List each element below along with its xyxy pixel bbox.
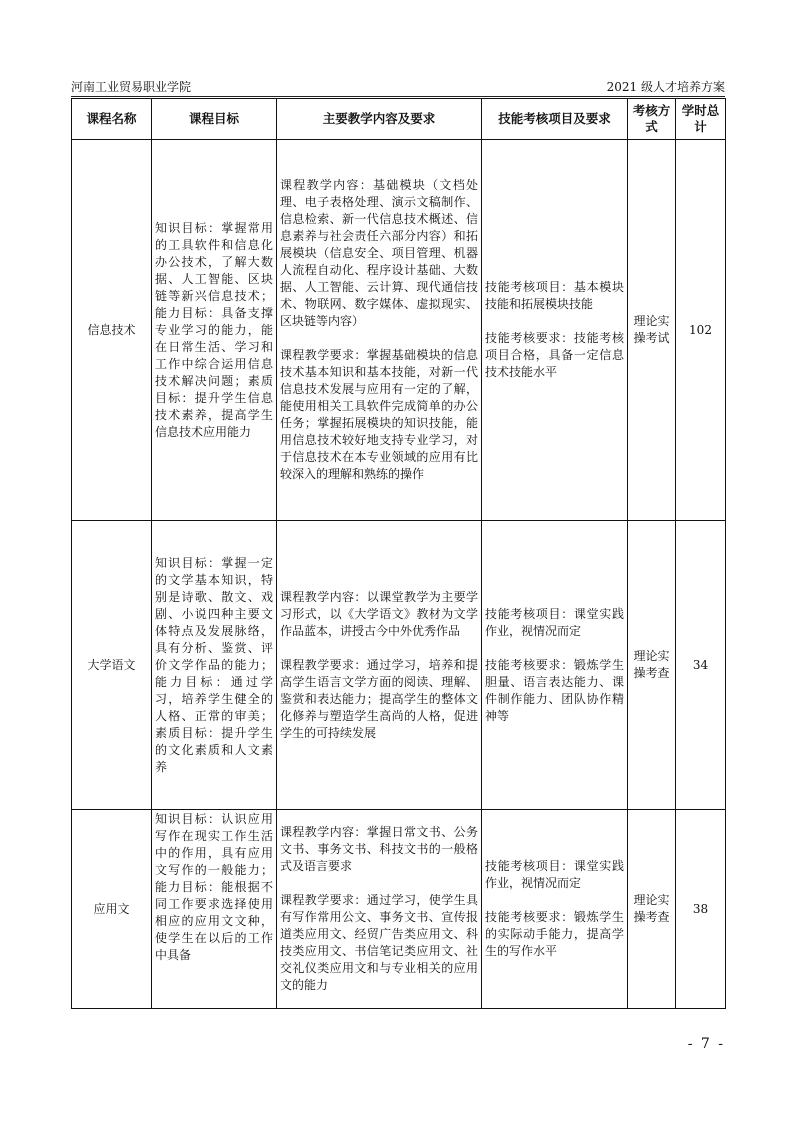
col-header-course-goal: 课程目标	[152, 99, 277, 140]
header-divider	[71, 96, 725, 97]
skill-assessment-item: 技能考核项目：课堂实践作业，视情况而定	[485, 606, 624, 638]
course-name: 应用文	[72, 810, 152, 1009]
col-header-course-name: 课程名称	[72, 99, 152, 140]
col-header-assessment-method: 考核方式	[628, 99, 676, 140]
page-header	[71, 78, 725, 96]
course-goal: 知识目标：掌握常用的工具软件和信息化办公技术，了解大数据、人工智能、区块链等新兴信息技术；能力目标：具备支撑专业学习的能力，能在日常生活、学习和工作中综合运用信息技术解决问题；素质目标：提升学生信息技术素养，提高学生信息技术应用能力	[152, 140, 277, 521]
table-row	[72, 810, 726, 1009]
table-header-row	[72, 99, 726, 140]
skill-assessment	[482, 521, 628, 810]
total-hours: 34	[676, 521, 726, 810]
assessment-method: 理论实操考查	[628, 810, 676, 1009]
teaching-content-text: 课程教学内容：掌握日常文书、公务文书、事务文书、科技文书的一般格式及语言要求	[280, 825, 478, 873]
total-hours: 102	[676, 140, 726, 521]
teaching-content	[277, 521, 482, 810]
col-header-teaching-content: 主要教学内容及要求	[277, 99, 482, 140]
table-row	[72, 140, 726, 521]
teaching-content-text: 课程教学内容：以课堂教学为主要学习形式，以《大学语文》教材为文学作品蓝本，讲授古今中外优秀作品	[280, 589, 478, 638]
course-name: 信息技术	[72, 140, 152, 521]
teaching-content-text: 课程教学内容：基础模块（文档处理、电子表格处理、演示文稿制作、信息检索、新一代信息技术概述、信息素养与社会责任六部分内容）和拓展模块（信息安全、项目管理、机器人流程自动化、程序设计基础、大数据、人工智能、云计算、现代通信技术、物联网、数字媒体、虚拟现实、区块链等内容）	[280, 178, 478, 328]
teaching-content	[277, 810, 482, 1009]
skill-assessment	[482, 810, 628, 1009]
skill-assessment-requirement: 技能考核要求：技能考核项目合格，具备一定信息技术技能水平	[485, 331, 624, 379]
header-institution: 河南工业贸易职业学院	[71, 80, 192, 94]
teaching-requirement-text: 课程教学要求：通过学习，培养和提高学生语言文学方面的阅读、理解、鉴赏和表达能力；提高学生的整体文化修养与塑造学生高尚的人格，促进学生的可持续发展	[280, 657, 478, 740]
course-goal-text: 知识目标：认识应用写作在现实工作生活中的作用，具有应用文写作的一般能力；能力目标：能根据不同工作要求选择使用相应的应用文文种，使学生在以后的工作中具备	[155, 812, 273, 962]
skill-assessment-requirement: 技能考核要求：锻炼学生的实际动手能力，提高学生的写作水平	[485, 910, 624, 958]
course-goal	[152, 810, 277, 1009]
table-row	[72, 521, 726, 810]
total-hours: 38	[676, 810, 726, 1009]
col-header-total-hours: 学时总计	[676, 99, 726, 140]
teaching-content	[277, 140, 482, 521]
skill-assessment-requirement: 技能考核要求：锻炼学生胆量、语言表达能力、课件制作能力、团队协作精神等	[485, 657, 624, 723]
header-document-title: 2021 级人才培养方案	[606, 80, 725, 94]
skill-assessment-item: 技能考核项目：课堂实践作业，视情况而定	[485, 859, 624, 890]
skill-assessment	[482, 140, 628, 521]
course-name: 大学语文	[72, 521, 152, 810]
assessment-method: 理论实操考查	[628, 521, 676, 810]
course-goal: 知识目标：掌握一定的文学基本知识，特别是诗歌、散文、戏剧、小说四种主要文体特点及发展脉络，具有分析、鉴赏、评价文学作品的能力；能力目标：通过学习，培养学生健全的人格、正常的审美；素质目标：提升学生的文化素质和人文素养	[152, 521, 277, 810]
teaching-requirement-text: 课程教学要求：通过学习，使学生具有写作常用公文、事务文书、宣传报道类应用文、经贸广告类应用文、科技类应用文、书信笔记类应用文、社交礼仪类应用文和与专业相关的应用文的能力	[280, 893, 478, 992]
col-header-skill-assessment: 技能考核项目及要求	[482, 99, 628, 140]
skill-assessment-item: 技能考核项目：基本模块技能和拓展模块技能	[485, 280, 624, 311]
assessment-method: 理论实操考试	[628, 140, 676, 521]
teaching-requirement-text: 课程教学要求：掌握基础模块的信息技术基本知识和基本技能，对新一代信息技术发展与应用有一定的了解，能使用相关工具软件完成简单的办公任务；掌握拓展模块的知识技能，能用信息技术较好地支持专业学习，对于信息技术在本专业领域的应用有比较深入的理解和熟练的操作	[280, 348, 478, 481]
page-number: - 7 -	[687, 1036, 725, 1052]
course-table	[71, 98, 726, 1009]
